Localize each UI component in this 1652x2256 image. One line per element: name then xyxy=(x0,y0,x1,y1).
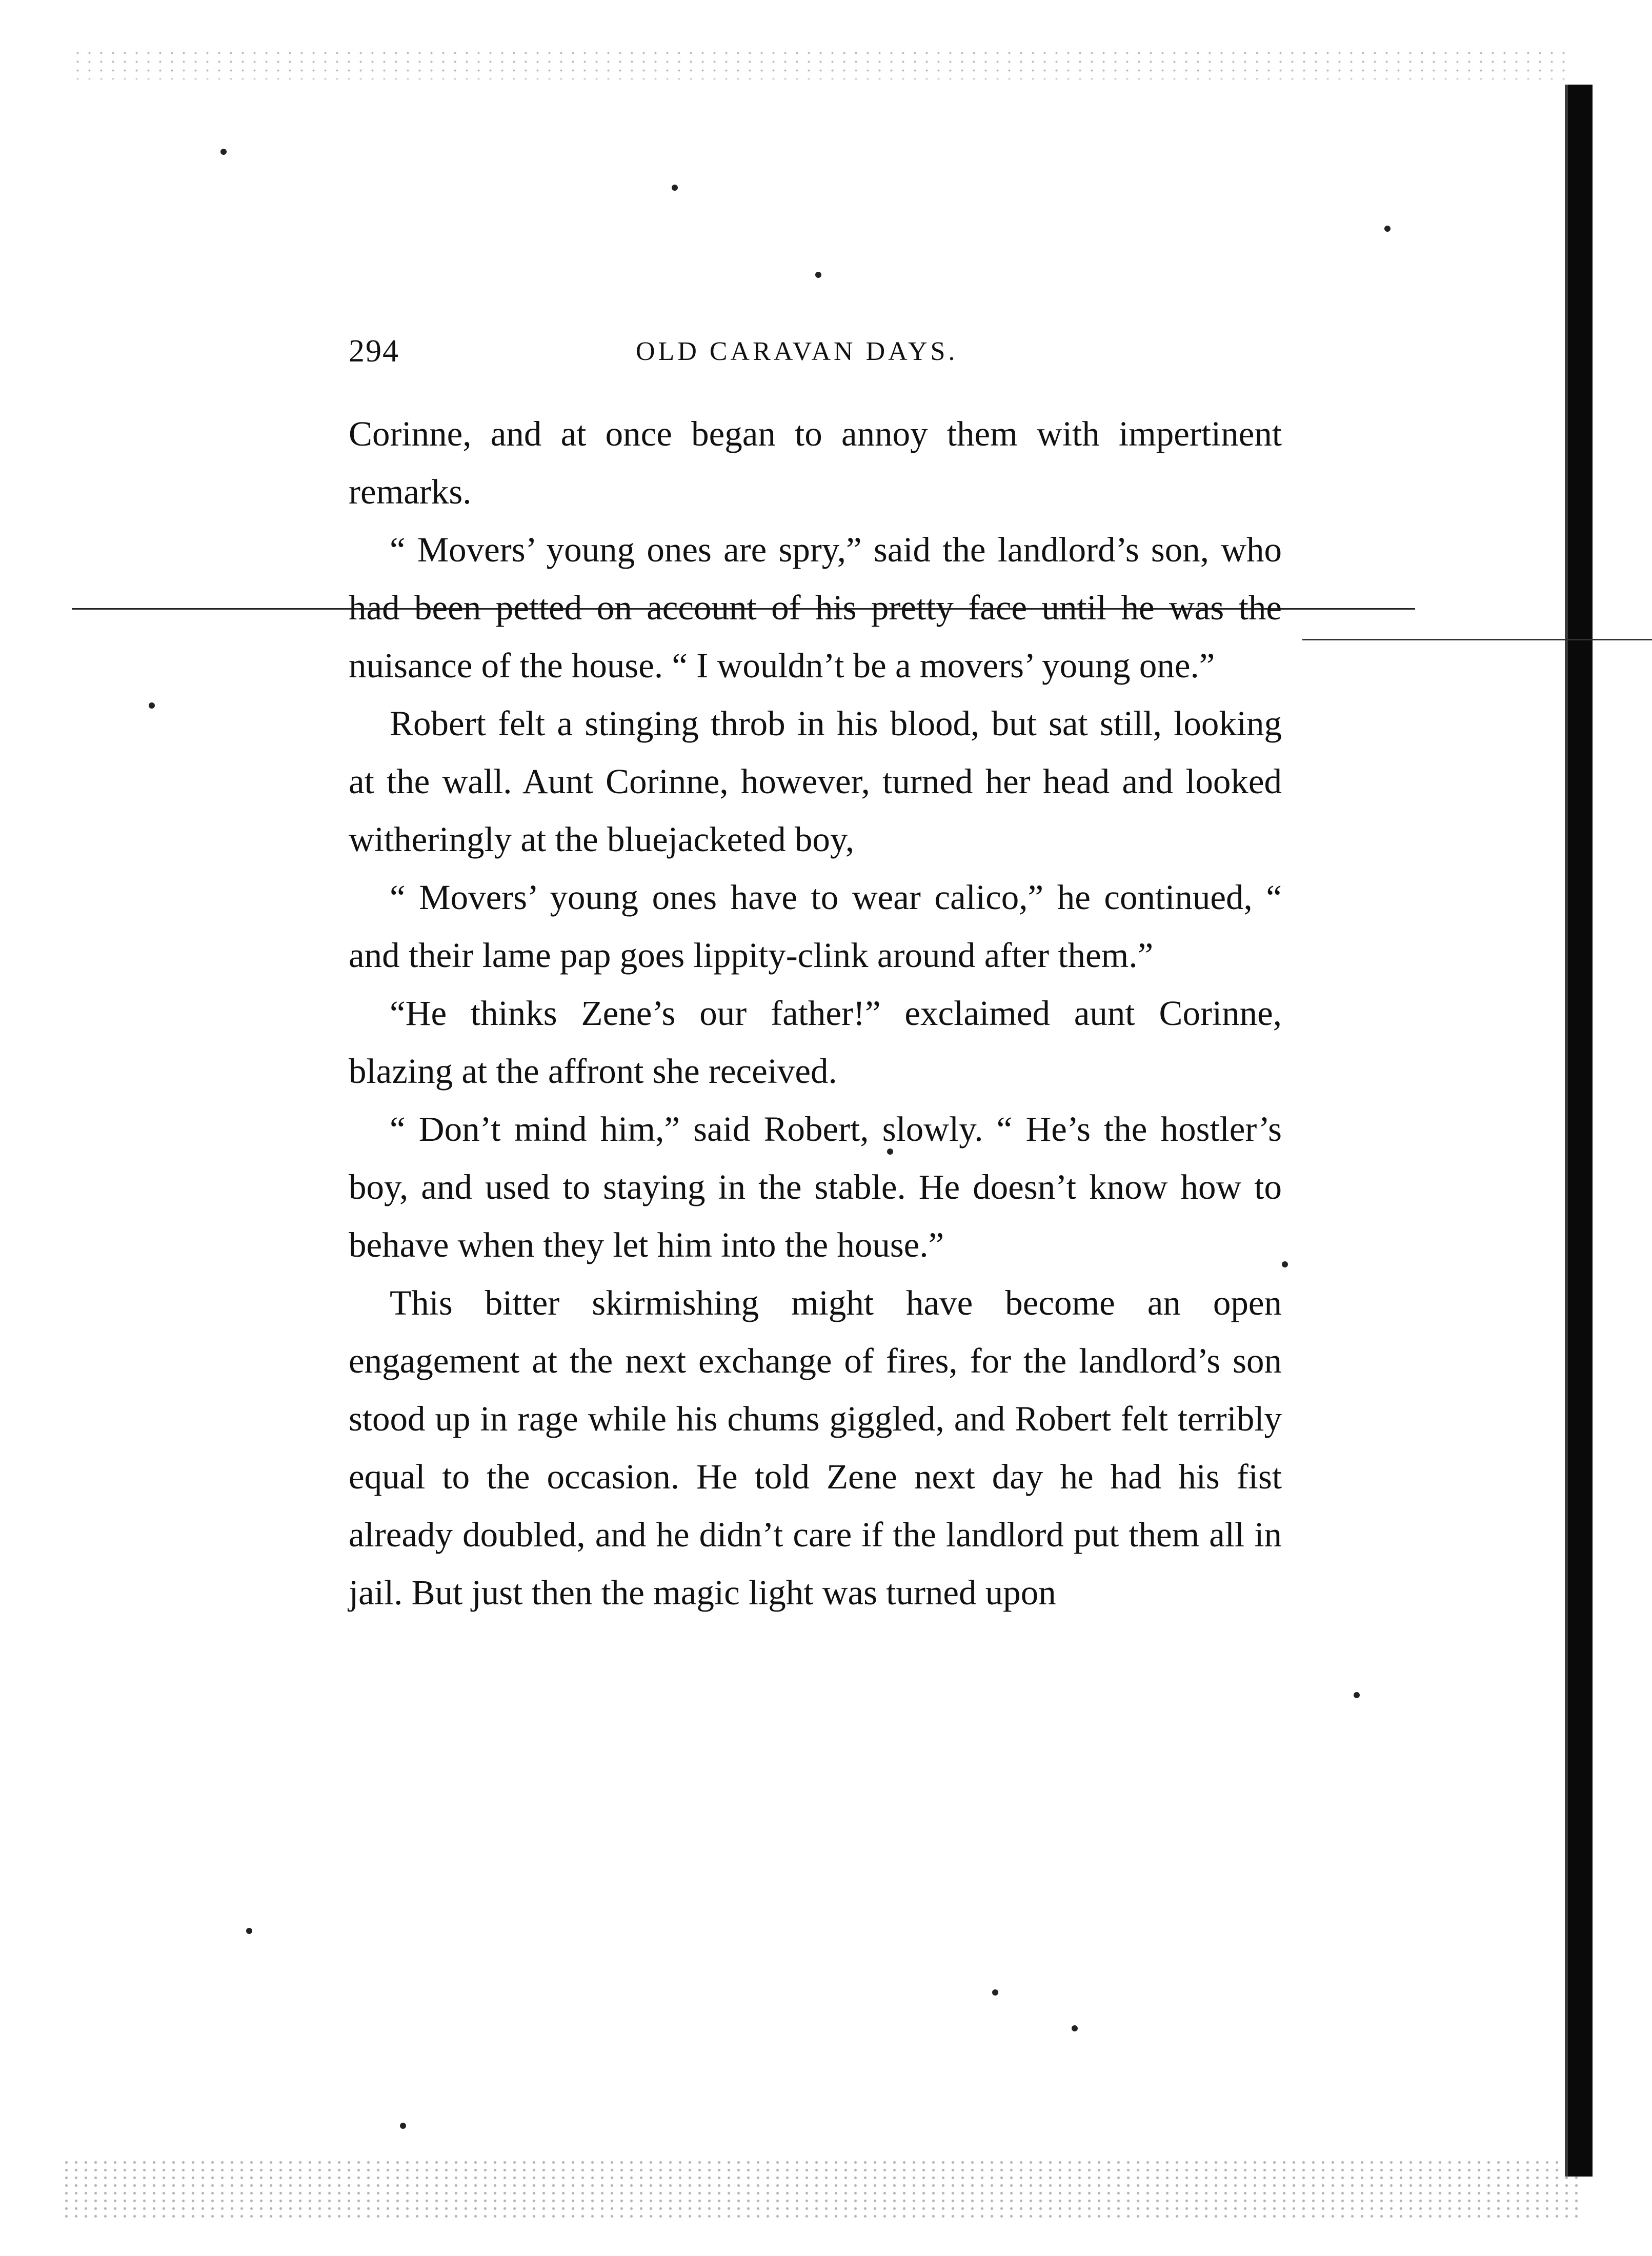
speck xyxy=(1072,2025,1078,2031)
paragraph: “ Movers’ young ones have to wear calico,” he continued, “ and their lame pap goes lippity-clink around after them.” xyxy=(349,878,1282,975)
paragraph: “He thinks Zene’s our father!” exclaimed aunt Corinne, blazing at the affront she received. xyxy=(349,994,1282,1091)
running-title: OLD CARAVAN DAYS. xyxy=(636,337,958,366)
speck xyxy=(149,702,155,709)
running-head xyxy=(349,333,1190,369)
speck xyxy=(992,1989,998,1996)
speck xyxy=(1354,1692,1360,1698)
speck xyxy=(1282,1261,1288,1267)
paragraph: “ Movers’ young ones are spry,” said the landlord’s son, who had been petted on account of his pretty face until he was the nuisance of the house. “ I wouldn’t be a movers’ young one.” xyxy=(349,530,1282,685)
speck xyxy=(220,149,227,155)
paragraph: “ Don’t mind him,” said Robert, slowly. “ He’s the hostler’s boy, and used to staying in the stable. He doesn’t know how to behave when they let him into the house.” xyxy=(349,1110,1282,1264)
speck xyxy=(815,272,821,278)
page-number: 294 xyxy=(349,334,399,369)
speck xyxy=(672,185,678,191)
speck xyxy=(1384,226,1391,232)
paragraph: This bitter skirmishing might have become an open engagement at the next exchange of fires, for the landlord’s son stood up in rage while his chums giggled, and Robert felt terribly equal to the occasion. He told Zene next day he had his fist already doubled, and he didn’t care if the landlord put them all in jail. But just then the magic light was turned upon xyxy=(349,1283,1282,1612)
paragraph: Corinne, and at once began to annoy them with impertinent remarks. xyxy=(349,414,1282,511)
body-text xyxy=(349,405,1282,1622)
binding-shadow xyxy=(1568,85,1593,2177)
paragraph: Robert felt a stinging throb in his blood, but sat still, looking at the wall. Aunt Corinne, however, turned her head and looked witheringly at the bluejacketed boy, xyxy=(349,704,1282,859)
speck xyxy=(400,2123,406,2129)
speck xyxy=(246,1928,252,1934)
scan-noise-bottom xyxy=(62,2159,1579,2220)
scan-line-artifact-right xyxy=(1302,639,1652,640)
scan-noise-top xyxy=(72,49,1569,79)
